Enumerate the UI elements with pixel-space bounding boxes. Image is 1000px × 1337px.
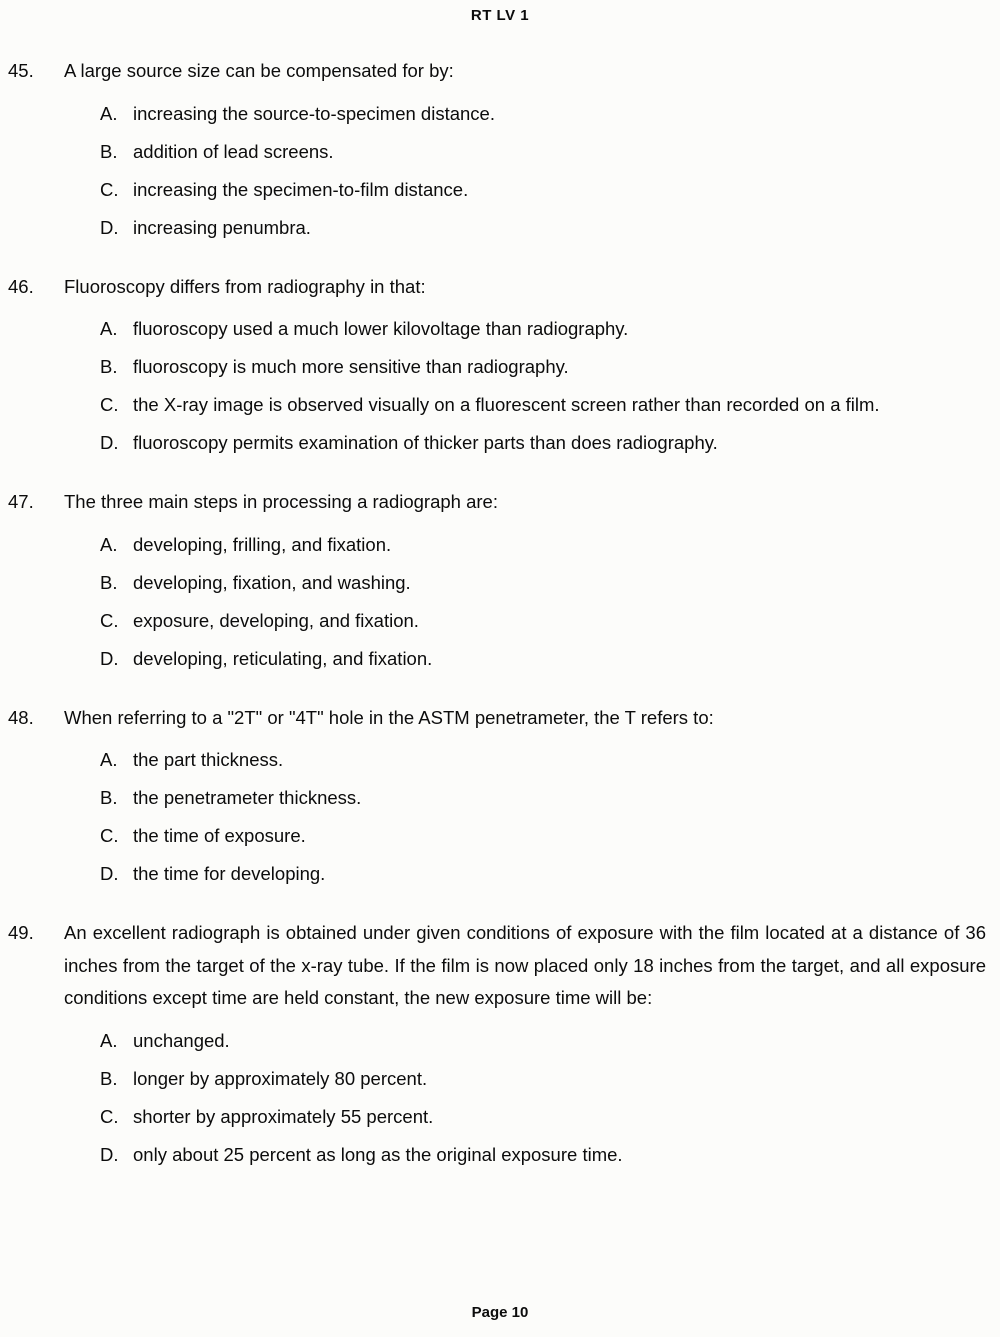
option-text: shorter by approximately 55 percent. [133, 1105, 434, 1127]
option-a [64, 1029, 986, 1053]
option-letter: D. [100, 647, 119, 669]
option-letter: D. [100, 432, 119, 453]
option-letter: A. [100, 102, 118, 124]
option-text: longer by approximately 80 percent. [133, 1067, 428, 1089]
question-body [64, 271, 1000, 456]
question-number: 46. [8, 275, 34, 297]
option-letter: A. [100, 533, 118, 555]
option-text: increasing the source-to-specimen distance. [133, 102, 495, 124]
option-list [64, 533, 986, 671]
option-text: the penetrameter thickness. [133, 787, 362, 808]
option-text: the part thickness. [133, 749, 284, 770]
option-list [64, 102, 986, 240]
option-letter: C. [100, 609, 119, 631]
question-body [64, 702, 1000, 887]
option-letter: A. [100, 318, 118, 339]
question-body [64, 486, 1000, 671]
option-letter: C. [100, 825, 119, 846]
option-letter: B. [100, 571, 118, 593]
option-text: only about 25 percent as long as the original exposure time. [133, 1143, 623, 1165]
option-text: addition of lead screens. [133, 140, 334, 162]
question-prompt: A large source size can be compensated for by: [64, 60, 454, 81]
option-c [64, 393, 986, 417]
question-47 [0, 486, 1000, 671]
option-a [64, 533, 986, 557]
question-49 [0, 917, 1000, 1167]
question-prompt: When referring to a "2T" or "4T" hole in the ASTM penetrameter, the T refers to: [64, 706, 714, 728]
option-d [64, 647, 986, 671]
option-c [64, 1105, 986, 1129]
option-letter: A. [100, 1029, 118, 1051]
option-text: developing, fixation, and washing. [133, 571, 411, 593]
option-c [64, 609, 986, 633]
question-prompt: The three main steps in processing a radiograph are: [64, 491, 498, 512]
option-letter: D. [100, 216, 119, 238]
option-letter: B. [100, 787, 118, 808]
option-text: fluoroscopy used a much lower kilovoltage than radiography. [133, 318, 629, 339]
option-b [64, 1067, 986, 1091]
question-body [64, 917, 1000, 1167]
question-46 [0, 271, 1000, 456]
question-body [64, 55, 1000, 240]
question-number: 49. [8, 922, 34, 943]
option-a [64, 748, 986, 772]
question-number: 47. [8, 491, 34, 512]
option-text: the time of exposure. [133, 825, 306, 846]
option-letter: C. [100, 394, 119, 415]
option-letter: D. [100, 863, 119, 884]
question-prompt: Fluoroscopy differs from radiography in that: [64, 275, 426, 297]
question-48 [0, 702, 1000, 887]
question-45 [0, 55, 1000, 240]
option-letter: B. [100, 356, 118, 377]
option-c [64, 824, 986, 848]
option-text: fluoroscopy permits examination of thicker parts than does radiography. [133, 432, 718, 453]
option-d [64, 862, 986, 886]
option-b [64, 786, 986, 810]
option-text: unchanged. [133, 1029, 230, 1051]
option-text: the X-ray image is observed visually on a fluorescent screen rather than recorded on a film. [133, 394, 880, 415]
option-text: exposure, developing, and fixation. [133, 609, 419, 631]
option-a [64, 102, 986, 126]
question-number: 45. [8, 60, 34, 81]
option-text: fluoroscopy is much more sensitive than radiography. [133, 356, 569, 377]
option-letter: D. [100, 1143, 119, 1165]
option-b [64, 140, 986, 164]
option-a [64, 317, 986, 341]
option-d [64, 431, 986, 455]
option-text: the time for developing. [133, 863, 326, 884]
page-header-title: RT LV 1 [470, 7, 530, 24]
option-list [64, 1029, 986, 1167]
question-number: 48. [8, 706, 34, 728]
option-text: increasing the specimen-to-film distance. [133, 178, 469, 200]
option-text: increasing penumbra. [133, 216, 311, 238]
option-letter: C. [100, 1105, 119, 1127]
option-d [64, 216, 986, 240]
option-text: developing, frilling, and fixation. [133, 533, 392, 555]
option-b [64, 355, 986, 379]
option-list [64, 748, 986, 886]
option-c [64, 178, 986, 202]
question-prompt: An excellent radiograph is obtained under given conditions of exposure with the film located at a distance of 36 inches from the target of the x-ray tube. If the film is now placed only 18 inches from the target, and all exposure conditions except time are held constant, the new exposure time will be: [64, 922, 986, 1008]
option-b [64, 571, 986, 595]
option-list [64, 317, 986, 455]
page-footer-label: Page 10 [471, 1304, 529, 1321]
option-letter: B. [100, 140, 118, 162]
question-list [0, 55, 1000, 1198]
option-letter: B. [100, 1067, 118, 1089]
option-letter: C. [100, 178, 119, 200]
option-text: developing, reticulating, and fixation. [133, 647, 433, 669]
option-d [64, 1143, 986, 1167]
option-letter: A. [100, 749, 118, 770]
